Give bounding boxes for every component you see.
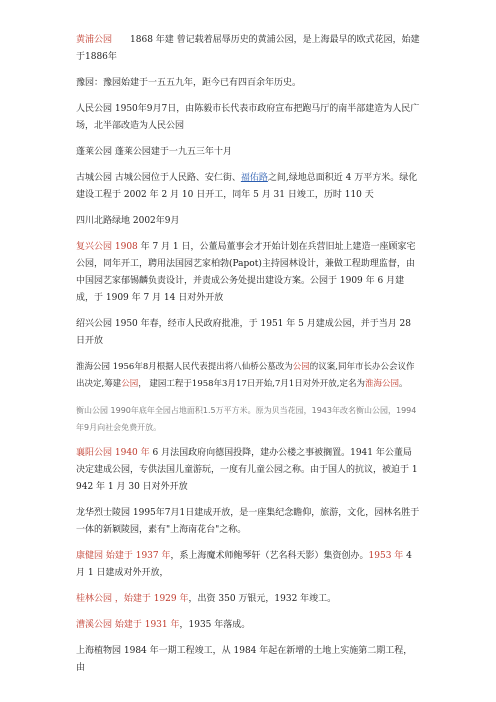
highlight: 公园 — [121, 379, 139, 389]
para-fuxing — [76, 239, 420, 307]
para-text: ， 建园工程于1958年3月17日开始,7月1日对外开放,定名为 — [138, 379, 365, 389]
para-text: 1868 年建 曾记载着屈辱历史的黄浦公园，是上海最早的欧式花园，始建于1886年 — [76, 35, 420, 62]
para-zhiwuyuan: 上海植物园 1984 年一期工程竣工，从 1984 年起在新增的土地上实施第二期工程，由 — [76, 646, 413, 673]
para-text: 淮海公园 1956年8月根据人民代表提出将八仙桥公墓改为 — [76, 362, 293, 372]
para-kangjian — [76, 548, 420, 582]
para-shaoxing: 绍兴公园 1950 年春，经市人民政府批准，于 1951 年 5 月建成公园，并于当月 28 日开放 — [76, 319, 412, 346]
park-name: 漕溪公园 始建于 1931 年 — [76, 620, 180, 630]
para-text: ，出资 350 万银元，1932 年竣工。 — [188, 594, 337, 604]
para-sichuan: 四川北路绿地 2002年9月 — [76, 216, 180, 226]
para-text: 之间,绿地总面积近 4 万平方米。绿化建设工程于 2002 年 2 月 10 日开工，同年 5 月 31 日竣工，历时 110 天 — [76, 173, 418, 200]
highlight: 1953 年 — [368, 551, 404, 561]
highlight: 公园 — [292, 362, 310, 372]
document-page — [76, 32, 420, 686]
para-text: 。 — [399, 379, 408, 389]
para-renmin: 人民公园 1950年9月7日，由陈毅市长代表市政府宣布把跑马厅的南半部建造为人民广场，北半部改造为人民公园 — [76, 104, 420, 131]
para-text: ，1935 年落成。 — [179, 620, 251, 630]
para-text: ，系上海魔术师鲍琴轩（艺名科天影）集资创办。 — [170, 551, 369, 561]
para-huaihai — [76, 359, 420, 393]
para-longhua: 龙华烈士陵园 1995年7月1日建成开放，是一座集纪念瞻仰，旅游，文化，园林名胜于一体的新颖陵园，素有"上海南花台"之称。 — [76, 508, 420, 535]
para-text: 古城公园 古城公园位于人民路、安仁街、 — [76, 173, 241, 183]
highlight: 淮海公园 — [365, 379, 400, 389]
park-name: 复兴公园 1908 — [76, 242, 138, 252]
para-caoxi — [76, 617, 420, 634]
para-xiangyang — [76, 445, 420, 496]
link-fuyou-road[interactable]: 福佑路 — [240, 173, 268, 183]
para-text: 4 月 1 日建成对外开放， — [76, 551, 412, 578]
para-text: 的议案,同年市长办公会议作出决定,筹建 — [76, 362, 415, 389]
park-name: 黄浦公园 — [76, 35, 113, 45]
para-gucheng — [76, 170, 420, 204]
park-name: 桂林公园 ，始建于 1929 年 — [76, 594, 189, 604]
para-hengshan: 衡山公园 1990年底年全园占地面积1.5万平方米。原为贝当花园，1943年改名衡山公园，1994年9月向社会免费开放。 — [76, 406, 417, 432]
para-text: 年 7 月 1 日，公董局董事会才开始计划在兵营旧址上建造一座顾家宅公园，同年开工，聘用法国园艺家柏勃(Papot)主持园林设计，兼做工程助理监督，由中国园艺家郁锡麟负责设计，并责成公务处提出建设方案。公园于 1909 年 6 月建成，于 1909 年 7 月 14 日对外开放 — [76, 242, 416, 303]
para-huangpu — [76, 32, 420, 66]
para-guilin — [76, 591, 420, 608]
para-penglai: 蓬莱公园 蓬莱公园建于一九五三年十月 — [76, 147, 232, 157]
para-yuyuan: 豫园：豫园始建于一五五九年，距今已有四百余年历史。 — [76, 78, 302, 88]
park-name: 襄阳公园 1940 年 — [76, 448, 150, 458]
park-name: 康健园 始建于 1937 年 — [76, 551, 171, 561]
para-text: 6 月法国政府向德国投降，建办公楼之事被搁置。1941 年公董局决定建成公园，专供法国儿童游玩，一度有儿童公园之称。由于国人的抗议，被迫于 1942 年 1 月 30 日对外开放 — [76, 448, 418, 492]
